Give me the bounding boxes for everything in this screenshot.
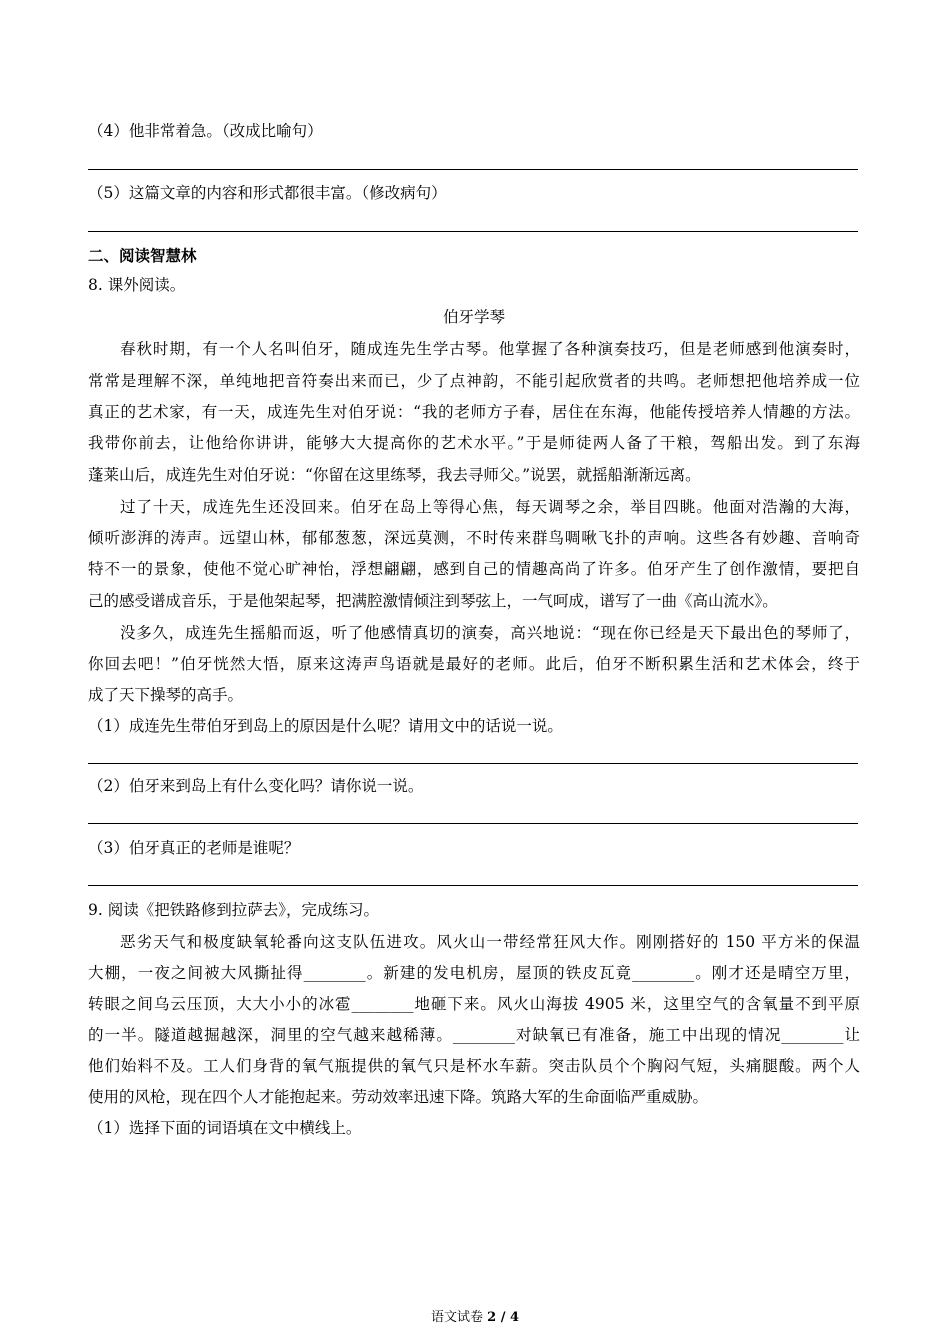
story-line: 己的感受谱成音乐，于是他架起琴，把满腔激情倾注到琴弦上，一气呵成，谱写了一曲《高山流水》。 <box>88 592 778 610</box>
story-line: 蓬莱山后，成连先生对伯牙说：“你留在这里练琴，我去寻师父。”说罢，就摇船渐渐远离。 <box>88 466 701 484</box>
story-line: 成了天下操琴的高手。 <box>88 686 244 704</box>
question-9-intro: 9. 阅读《把铁路修到拉萨去》，完成练习。 <box>88 901 379 919</box>
story-line: 你回去吧！”伯牙恍然大悟，原来这涛声鸟语就是最好的老师。此后，伯牙不断积累生活和艺术体会，终于 <box>88 655 860 673</box>
passage-line: 使用的风枪，现在四个人才能抱起来。劳动效率迅速下降。筑路大军的生命面临严重威胁。 <box>88 1088 709 1106</box>
question-9-sub-1: （1）选择下面的词语填在文中横线上。 <box>88 1119 362 1137</box>
passage-line: 恶劣天气和极度缺氧轮番向这支队伍进攻。风火山一带经常狂风大作。刚刚搭好的 150 平方米的保温 <box>120 933 860 951</box>
question-8-intro: 8. 课外阅读。 <box>88 276 186 294</box>
question-8-sub-3: （3）伯牙真正的老师是谁呢？ <box>88 839 300 857</box>
story-line: 特不一的景象，使他不觉心旷神怡，浮想翩翩，感到自己的情趣高尚了许多。伯牙产生了创作激情，要把自 <box>88 560 860 578</box>
story-line: 过了十天，成连先生还没回来。伯牙在岛上等得心焦，每天调琴之余，举目四眺。他面对浩瀚的大海， <box>120 498 860 516</box>
story-line: 常常是理解不深，单纯地把音符奏出来而已，少了点神韵，不能引起欣赏者的共鸣。老师想把他培养成一位 <box>88 372 860 390</box>
answer-line <box>88 763 858 764</box>
question-8-sub-1: （1）成连先生带伯牙到岛上的原因是什么呢？请用文中的话说一说。 <box>88 717 563 735</box>
answer-line <box>88 231 858 232</box>
question-5: （5）这篇文章的内容和形式都很丰富。（修改病句） <box>88 184 447 202</box>
section-title: 二、阅读智慧林 <box>88 247 197 265</box>
passage-line: 大棚，一夜之间被大风撕扯得________。新建的发电机房，屋顶的铁皮瓦竟________。刚才还是晴空万里， <box>88 964 860 982</box>
answer-line <box>88 169 858 170</box>
story-title: 伯牙学琴 <box>442 308 505 326</box>
answer-line <box>88 823 858 824</box>
page-footer <box>0 1306 950 1325</box>
page-number: 2 / 4 <box>487 1310 520 1325</box>
passage-line: 的一半。隧道越掘越深，洞里的空气越来越稀薄。________对缺氧已有准备，施工中出现的情况________让 <box>88 1026 860 1044</box>
story-line: 我带你前去，让他给你讲讲，能够大大提高你的艺术水平。”于是师徒两人备了干粮，驾船出发。到了东海 <box>88 434 860 452</box>
answer-line <box>88 885 858 886</box>
question-4: （4）他非常着急。（改成比喻句） <box>88 122 323 140</box>
story-line: 真正的艺术家，有一天，成连先生对伯牙说：“我的老师方子春，居住在东海，他能传授培养人情趣的方法。 <box>88 403 860 421</box>
footer-label: 语文试卷 <box>430 1310 483 1325</box>
story-line: 没多久，成连先生摇船而返，听了他感情真切的演奏，高兴地说：“现在你已经是天下最出色的琴师了， <box>120 624 860 642</box>
story-line: 春秋时期，有一个人名叫伯牙，随成连先生学古琴。他掌握了各种演奏技巧，但是老师感到他演奏时， <box>120 340 860 358</box>
question-8-sub-2: （2）伯牙来到岛上有什么变化吗？请你说一说。 <box>88 777 424 795</box>
passage-line: 转眼之间乌云压顶，大大小小的冰雹________地砸下来。风火山海拔 4905 米，这里空气的含氧量不到平原 <box>88 995 860 1013</box>
story-line: 倾听澎湃的涛声。远望山林，郁郁葱葱，深远莫测，不时传来群鸟啁啾飞扑的声响。这些各有妙趣、音响奇 <box>88 529 860 547</box>
passage-line: 他们始料不及。工人们身背的氧气瓶提供的氧气只是杯水车薪。突击队员个个胸闷气短，头痛腿酸。两个人 <box>88 1057 860 1075</box>
